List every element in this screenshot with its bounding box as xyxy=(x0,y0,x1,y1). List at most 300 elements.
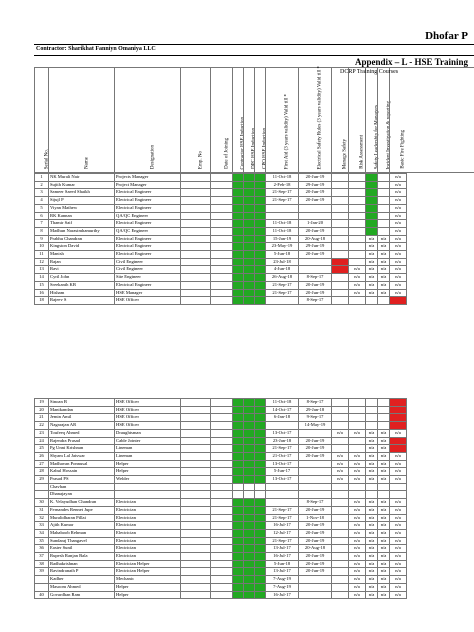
col-date-joining-cell xyxy=(211,289,233,297)
col-dpc-induction-cell xyxy=(244,545,255,553)
col-manage-safety-label: Manage Safety xyxy=(342,138,348,169)
col-contractor-induction-cell xyxy=(233,251,244,259)
col-manage-safety-cell xyxy=(332,243,349,251)
col-dpc-induction-cell xyxy=(244,258,255,266)
col-manage-safety-cell xyxy=(332,235,349,243)
col-incident-investigation-cell: n/a xyxy=(378,266,390,274)
col-basic-fire-fighting-cell: n/a xyxy=(390,522,407,530)
col-first-aid-cell: 21-Sep-17 xyxy=(266,514,299,522)
col-safety-leadership-cell: n/a xyxy=(366,529,378,537)
col-dpc-induction-cell xyxy=(244,197,255,205)
col-risk-assessment-cell xyxy=(349,437,366,445)
table-row xyxy=(35,243,407,251)
col-electrical-safety-cell: 20-Jun-19 xyxy=(299,560,332,568)
col-incident-investigation-cell xyxy=(378,406,390,414)
col-safety-leadership-cell: n/a xyxy=(366,583,378,591)
table-row xyxy=(35,491,407,499)
col-serial-cell: 2 xyxy=(35,181,49,189)
col-cpo-induction-cell xyxy=(255,460,266,468)
col-serial-cell: 11 xyxy=(35,251,49,259)
col-emp-no-cell xyxy=(181,537,211,545)
col-contractor-induction-cell xyxy=(233,568,244,576)
col-contractor-induction-cell xyxy=(233,445,244,453)
col-emp-no-cell xyxy=(181,212,211,220)
col-manage-safety-cell xyxy=(332,289,349,297)
col-name-cell: Ravindranath P xyxy=(49,568,115,576)
col-date-joining-cell xyxy=(211,529,233,537)
table-row xyxy=(35,220,407,228)
col-safety-leadership-cell: n/a xyxy=(366,537,378,545)
col-first-aid-cell: 16-Jul-17 xyxy=(266,522,299,530)
col-first-aid-cell: 14-Oct-17 xyxy=(266,406,299,414)
col-safety-leadership-cell xyxy=(366,174,378,182)
col-electrical-safety-cell: 20-Jun-19 xyxy=(299,251,332,259)
col-dpc-induction-cell xyxy=(244,499,255,507)
col-contractor-induction-cell xyxy=(233,174,244,182)
col-safety-leadership-cell xyxy=(366,204,378,212)
col-date-joining-cell xyxy=(211,445,233,453)
col-dpc-induction-cell xyxy=(244,212,255,220)
col-risk-assessment-cell xyxy=(349,491,366,499)
col-incident-investigation-cell: n/a xyxy=(378,514,390,522)
col-safety-leadership-cell: n/a xyxy=(366,476,378,484)
col-contractor-induction-cell xyxy=(233,483,244,491)
col-emp-no-label: Emp. No xyxy=(198,150,203,169)
col-first-aid-cell: 7-Aug-19 xyxy=(266,583,299,591)
col-emp-no-cell xyxy=(181,235,211,243)
col-designation-cell: HSE Officer xyxy=(115,422,181,430)
col-dpc-induction-label: DPC HSE Induction xyxy=(251,128,257,169)
col-safety-leadership-cell: n/a xyxy=(366,522,378,530)
col-cpo-induction-cell xyxy=(255,429,266,437)
col-emp-no-header xyxy=(180,67,210,173)
col-serial-header xyxy=(34,67,48,173)
col-incident-investigation-cell xyxy=(378,399,390,407)
col-first-aid-cell: 13-Oct-17 xyxy=(266,460,299,468)
col-first-aid-cell: 21-Oct-17 xyxy=(266,452,299,460)
col-serial-cell: 36 xyxy=(35,545,49,553)
col-manage-safety-cell xyxy=(332,445,349,453)
col-serial-cell: 25 xyxy=(35,445,49,453)
col-serial-cell: 4 xyxy=(35,197,49,205)
col-designation-cell: Civil Engineer xyxy=(115,266,181,274)
col-date-joining-cell xyxy=(211,414,233,422)
col-serial-cell: 28 xyxy=(35,468,49,476)
col-manage-safety-cell: n/a xyxy=(332,460,349,468)
col-first-aid-cell: 11-Oct-18 xyxy=(266,174,299,182)
col-first-aid-cell: 21-Sep-17 xyxy=(266,537,299,545)
col-name-cell: Sreekanth KB xyxy=(49,281,115,289)
col-risk-assessment-cell: n/a xyxy=(349,537,366,545)
col-first-aid-cell: 13-Oct-17 xyxy=(266,476,299,484)
col-serial-cell: 31 xyxy=(35,506,49,514)
col-first-aid-cell: 13-Oct-17 xyxy=(266,429,299,437)
col-emp-no-cell xyxy=(181,266,211,274)
col-contractor-induction-cell xyxy=(233,243,244,251)
col-incident-investigation-cell: n/a xyxy=(378,522,390,530)
col-contractor-induction-cell xyxy=(233,399,244,407)
table-row xyxy=(35,414,407,422)
col-cpo-induction-cell xyxy=(255,243,266,251)
col-name-cell: Sujith Kumar xyxy=(49,181,115,189)
col-basic-fire-fighting-cell xyxy=(390,297,407,305)
table-row xyxy=(35,568,407,576)
col-emp-no-cell xyxy=(181,568,211,576)
col-dpc-induction-cell xyxy=(244,281,255,289)
col-electrical-safety-cell: 9-Sep-17 xyxy=(299,414,332,422)
col-basic-fire-fighting-cell: n/a xyxy=(390,212,407,220)
col-cpo-induction-cell xyxy=(255,422,266,430)
col-dpc-induction-cell xyxy=(244,445,255,453)
table-row xyxy=(35,545,407,553)
table-row xyxy=(35,553,407,561)
col-first-aid-cell: 21-Sep-17 xyxy=(266,189,299,197)
col-contractor-induction-cell xyxy=(233,522,244,530)
col-safety-leadership-cell xyxy=(366,212,378,220)
col-first-aid-cell xyxy=(266,422,299,430)
col-safety-leadership-cell: n/a xyxy=(366,576,378,584)
col-dpc-induction-cell xyxy=(244,235,255,243)
col-name-cell: Prabhu Chandran xyxy=(49,235,115,243)
table-row xyxy=(35,235,407,243)
col-date-joining-cell xyxy=(211,281,233,289)
col-date-joining-cell xyxy=(211,560,233,568)
col-risk-assessment-cell: n/a xyxy=(349,560,366,568)
col-date-joining-cell xyxy=(211,522,233,530)
col-emp-no-cell xyxy=(181,204,211,212)
col-contractor-induction-cell xyxy=(233,452,244,460)
col-emp-no-cell xyxy=(181,476,211,484)
col-safety-leadership-cell xyxy=(366,491,378,499)
col-designation-cell: Electrician xyxy=(115,529,181,537)
col-designation-label: Designation xyxy=(150,144,155,169)
col-safety-leadership-cell: n/a xyxy=(366,468,378,476)
col-designation-cell: Electrical Engineer xyxy=(115,204,181,212)
col-name-cell: Rupesh Ranjan Bala xyxy=(49,553,115,561)
col-safety-leadership-cell: n/a xyxy=(366,506,378,514)
col-cpo-induction-cell xyxy=(255,174,266,182)
col-designation-cell: Electrician xyxy=(115,537,181,545)
col-name-cell: Rajeev S xyxy=(49,297,115,305)
col-risk-assessment-cell xyxy=(349,483,366,491)
col-emp-no-cell xyxy=(181,452,211,460)
col-electrical-safety-cell: 20-Jun-19 xyxy=(299,174,332,182)
col-first-aid-cell: 7-Aug-19 xyxy=(266,576,299,584)
col-date-joining-cell xyxy=(211,235,233,243)
col-emp-no-cell xyxy=(181,583,211,591)
col-name-cell: Manikandan xyxy=(49,406,115,414)
divider xyxy=(34,44,474,45)
col-emp-no-cell xyxy=(181,468,211,476)
col-safety-leadership-cell: n/a xyxy=(366,452,378,460)
col-designation-cell: Electrician xyxy=(115,499,181,507)
col-dpc-induction-cell xyxy=(244,468,255,476)
col-date-joining-cell xyxy=(211,197,233,205)
col-emp-no-cell xyxy=(181,545,211,553)
col-serial-cell: 30 xyxy=(35,499,49,507)
col-manage-safety-cell xyxy=(332,258,349,266)
col-manage-safety-cell xyxy=(332,251,349,259)
col-contractor-induction-cell xyxy=(233,274,244,282)
col-basic-fire-fighting-cell: n/a xyxy=(390,514,407,522)
col-date-joining-cell xyxy=(211,499,233,507)
col-electrical-safety-cell: 20-Jun-19 xyxy=(299,506,332,514)
col-designation-cell: Projects Manager xyxy=(115,174,181,182)
col-manage-safety-cell xyxy=(332,212,349,220)
col-serial-cell: 33 xyxy=(35,522,49,530)
col-contractor-induction-cell xyxy=(233,181,244,189)
col-date-joining-cell xyxy=(211,212,233,220)
table-row xyxy=(35,212,407,220)
col-emp-no-cell xyxy=(181,576,211,584)
col-risk-assessment-cell xyxy=(349,174,366,182)
col-cpo-induction-cell xyxy=(255,399,266,407)
table-row xyxy=(35,189,407,197)
col-electrical-safety-cell: 20-Jun-19 xyxy=(299,553,332,561)
col-name-cell: Prasad PS xyxy=(49,476,115,484)
col-name-cell: Shyam Lal Jaiswar xyxy=(49,452,115,460)
col-designation-cell: Draughtsman xyxy=(115,429,181,437)
col-electrical-safety-cell: 1-Nov-18 xyxy=(299,514,332,522)
col-first-aid-cell: 5-Jun-18 xyxy=(266,560,299,568)
table-row xyxy=(35,576,407,584)
col-designation-cell: Lineman xyxy=(115,452,181,460)
col-incident-investigation-cell: n/a xyxy=(378,274,390,282)
col-electrical-safety-cell xyxy=(299,476,332,484)
col-date-joining-cell xyxy=(211,174,233,182)
col-emp-no-cell xyxy=(181,529,211,537)
col-risk-assessment-header xyxy=(348,67,365,173)
col-manage-safety-cell xyxy=(332,197,349,205)
col-electrical-safety-cell: 29-Jun-19 xyxy=(299,243,332,251)
col-cpo-induction-cell xyxy=(255,220,266,228)
col-first-aid-cell xyxy=(266,483,299,491)
table-row xyxy=(35,204,407,212)
col-designation-cell: Electrician xyxy=(115,514,181,522)
table-row xyxy=(35,460,407,468)
col-date-joining-cell xyxy=(211,553,233,561)
col-risk-assessment-cell: n/a xyxy=(349,274,366,282)
col-manage-safety-cell xyxy=(332,281,349,289)
col-incident-investigation-cell xyxy=(378,422,390,430)
col-first-aid-cell: 16-Jul-17 xyxy=(266,553,299,561)
col-contractor-induction-cell xyxy=(233,235,244,243)
col-designation-cell: Project Manager xyxy=(115,181,181,189)
col-electrical-safety-cell: 20-Jun-19 xyxy=(299,189,332,197)
col-designation-cell: Helper xyxy=(115,591,181,599)
col-manage-safety-cell xyxy=(332,274,349,282)
col-dpc-induction-cell xyxy=(244,204,255,212)
table-row xyxy=(35,281,407,289)
col-incident-investigation-header xyxy=(377,67,389,173)
col-risk-assessment-cell xyxy=(349,399,366,407)
col-emp-no-cell xyxy=(181,243,211,251)
table-row xyxy=(35,251,407,259)
divider xyxy=(34,55,474,56)
col-first-aid-cell: 21-Sep-17 xyxy=(266,281,299,289)
col-safety-leadership-cell xyxy=(366,181,378,189)
col-serial-cell xyxy=(35,583,49,591)
col-serial-cell: 5 xyxy=(35,204,49,212)
col-name-cell: NK Murali Nair xyxy=(49,174,115,182)
col-electrical-safety-cell xyxy=(299,591,332,599)
col-safety-leadership-cell: n/a xyxy=(366,568,378,576)
col-designation-cell: Helper xyxy=(115,460,181,468)
col-safety-leadership-cell xyxy=(366,422,378,430)
col-safety-leadership-cell xyxy=(366,197,378,205)
col-designation-cell xyxy=(115,491,181,499)
col-designation-cell: Electrical Engineer xyxy=(115,189,181,197)
col-basic-fire-fighting-cell: n/a xyxy=(390,553,407,561)
col-name-cell: Manish xyxy=(49,251,115,259)
col-electrical-safety-cell: 8-Sep-17 xyxy=(299,297,332,305)
col-designation-cell: Cable Jointer xyxy=(115,437,181,445)
col-first-aid-cell: 23-Jan-18 xyxy=(266,437,299,445)
col-first-aid-cell xyxy=(266,204,299,212)
col-cpo-induction-cell xyxy=(255,583,266,591)
col-basic-fire-fighting-cell xyxy=(390,437,407,445)
col-electrical-safety-cell: 29-Jun-19 xyxy=(299,181,332,189)
col-contractor-induction-cell xyxy=(233,429,244,437)
col-safety-leadership-cell xyxy=(366,483,378,491)
col-name-cell: Ajith Kumar xyxy=(49,522,115,530)
col-risk-assessment-cell: n/a xyxy=(349,452,366,460)
col-incident-investigation-cell: n/a xyxy=(378,289,390,297)
col-name-cell: Cyril John xyxy=(49,274,115,282)
col-cpo-induction-cell xyxy=(255,576,266,584)
col-basic-fire-fighting-cell xyxy=(390,414,407,422)
col-incident-investigation-cell: n/a xyxy=(378,429,390,437)
col-cpo-induction-cell xyxy=(255,560,266,568)
col-electrical-safety-cell: 29-Jan-18 xyxy=(299,406,332,414)
col-serial-cell: 34 xyxy=(35,529,49,537)
col-cpo-induction-cell xyxy=(255,568,266,576)
col-basic-fire-fighting-cell: n/a xyxy=(390,181,407,189)
col-dpc-induction-cell xyxy=(244,399,255,407)
col-designation-cell: Electrician xyxy=(115,522,181,530)
col-risk-assessment-cell xyxy=(349,422,366,430)
col-date-joining-cell xyxy=(211,506,233,514)
col-basic-fire-fighting-cell: n/a xyxy=(390,189,407,197)
table-row xyxy=(35,399,407,407)
col-name-cell: Viyan Mathew xyxy=(49,204,115,212)
col-cpo-induction-cell xyxy=(255,212,266,220)
col-incident-investigation-label: Incident Investigation & reporting xyxy=(386,100,391,169)
table-row xyxy=(35,560,407,568)
col-contractor-induction-cell xyxy=(233,220,244,228)
col-contractor-induction-cell xyxy=(233,529,244,537)
col-manage-safety-cell xyxy=(332,491,349,499)
col-basic-fire-fighting-cell xyxy=(390,422,407,430)
col-cpo-induction-cell xyxy=(255,258,266,266)
col-incident-investigation-cell xyxy=(378,483,390,491)
col-contractor-induction-cell xyxy=(233,189,244,197)
col-electrical-safety-cell xyxy=(299,483,332,491)
col-manage-safety-cell xyxy=(332,422,349,430)
col-first-aid-cell: 21-Sep-17 xyxy=(266,289,299,297)
col-incident-investigation-cell: n/a xyxy=(378,437,390,445)
col-designation-cell: Electrician xyxy=(115,545,181,553)
col-serial-cell: 24 xyxy=(35,437,49,445)
col-basic-fire-fighting-cell: n/a xyxy=(390,452,407,460)
col-dpc-induction-cell xyxy=(244,429,255,437)
col-incident-investigation-cell: n/a xyxy=(378,460,390,468)
col-electrical-safety-cell: 8-Sep-17 xyxy=(299,399,332,407)
col-name-cell: Rajendra Prasad xyxy=(49,437,115,445)
col-dpc-induction-cell xyxy=(244,243,255,251)
col-name-cell: Rajan xyxy=(49,258,115,266)
col-cpo-induction-cell xyxy=(255,437,266,445)
col-basic-fire-fighting-label: Basic Fire Fighting xyxy=(400,130,406,169)
col-first-aid-cell: 21-Sep-17 xyxy=(266,506,299,514)
col-cpo-induction-cell xyxy=(255,266,266,274)
col-designation-cell: QA/QC Engineer xyxy=(115,227,181,235)
col-electrical-safety-cell: 14-May-19 xyxy=(299,422,332,430)
col-cpo-induction-cell xyxy=(255,491,266,499)
col-risk-assessment-cell xyxy=(349,445,366,453)
col-designation-cell: Electrical Engineer xyxy=(115,235,181,243)
col-emp-no-cell xyxy=(181,499,211,507)
col-electrical-safety-cell xyxy=(299,204,332,212)
col-incident-investigation-cell: n/a xyxy=(378,545,390,553)
col-name-cell: Kingston David xyxy=(49,243,115,251)
col-serial-cell: 14 xyxy=(35,274,49,282)
col-contractor-induction-cell xyxy=(233,460,244,468)
col-date-joining-cell xyxy=(211,514,233,522)
col-cpo-induction-cell xyxy=(255,506,266,514)
col-manage-safety-cell xyxy=(332,437,349,445)
col-serial-cell xyxy=(35,576,49,584)
table-row xyxy=(35,437,407,445)
col-emp-no-cell xyxy=(181,406,211,414)
col-date-joining-cell xyxy=(211,537,233,545)
col-first-aid-cell: 13-Jul-17 xyxy=(266,545,299,553)
col-designation-cell: Lineman xyxy=(115,445,181,453)
col-contractor-induction-cell xyxy=(233,514,244,522)
col-incident-investigation-cell xyxy=(378,204,390,212)
col-contractor-induction-cell xyxy=(233,576,244,584)
col-manage-safety-cell: n/a xyxy=(332,452,349,460)
col-risk-assessment-cell: n/a xyxy=(349,289,366,297)
col-risk-assessment-cell xyxy=(349,243,366,251)
column-header-row xyxy=(34,67,474,173)
col-risk-assessment-cell xyxy=(349,189,366,197)
col-manage-safety-cell xyxy=(332,189,349,197)
col-safety-leadership-cell: n/a xyxy=(366,289,378,297)
col-first-aid-cell: 12-Jul-17 xyxy=(266,529,299,537)
col-date-joining-cell xyxy=(211,422,233,430)
col-basic-fire-fighting-cell: n/a xyxy=(390,251,407,259)
col-dpc-induction-cell xyxy=(244,568,255,576)
table-row xyxy=(35,514,407,522)
col-serial-cell: 32 xyxy=(35,514,49,522)
col-cpo-induction-cell xyxy=(255,297,266,305)
col-designation-cell: Electrical Engineer xyxy=(115,281,181,289)
col-first-aid-cell: 21-Sep-17 xyxy=(266,445,299,453)
col-electrical-safety-label: Electrical Safety Rules (3 years validity) Valid till * xyxy=(317,65,323,169)
col-basic-fire-fighting-cell: n/a xyxy=(390,204,407,212)
col-incident-investigation-cell: n/a xyxy=(378,591,390,599)
col-incident-investigation-cell xyxy=(378,491,390,499)
col-electrical-safety-header xyxy=(298,67,331,173)
col-first-aid-cell: 13-Jul-17 xyxy=(266,568,299,576)
col-manage-safety-cell: n/a xyxy=(332,429,349,437)
col-contractor-induction-cell xyxy=(233,266,244,274)
col-serial-cell: 26 xyxy=(35,452,49,460)
col-name-cell: Sundaraj Thangavel xyxy=(49,537,115,545)
col-first-aid-cell: 4-Jun-18 xyxy=(266,266,299,274)
col-dpc-induction-cell xyxy=(244,189,255,197)
